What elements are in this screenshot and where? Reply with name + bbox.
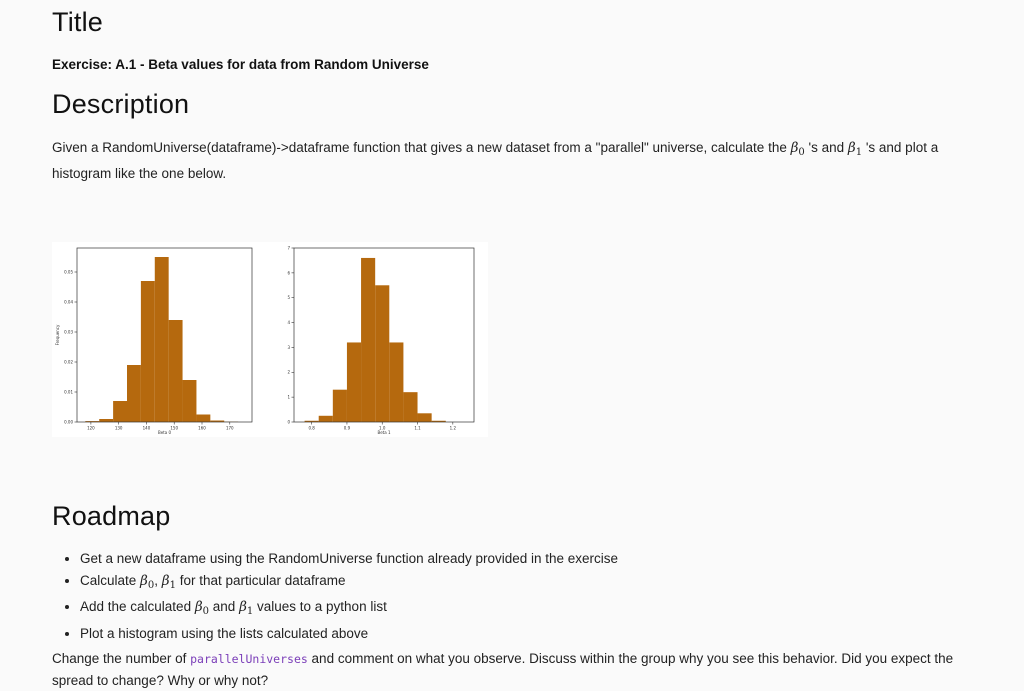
beta0-symbol: $\beta_0$ — [791, 140, 805, 156]
x-axis-label: Beta 0 — [158, 430, 171, 435]
x-tick-label: 170 — [226, 426, 234, 431]
histogram-bar — [347, 342, 361, 422]
y-axis-label: Frequency — [55, 324, 60, 345]
roadmap-list — [52, 548, 618, 644]
y-tick-label: 0.01 — [64, 389, 73, 394]
roadmap-heading: Roadmap — [52, 501, 170, 532]
y-tick-label: 0.02 — [64, 359, 73, 364]
description-text: 's and — [805, 140, 848, 155]
x-tick-label: 1.1 — [414, 426, 421, 431]
histogram-bar — [196, 415, 210, 423]
x-tick-label: 140 — [143, 426, 151, 431]
description-heading: Description — [52, 89, 189, 120]
y-tick-label: 6 — [287, 270, 290, 275]
histogram-bar — [389, 342, 403, 422]
x-tick-label: 130 — [115, 426, 123, 431]
beta0-symbol: $\beta_0$ — [140, 573, 154, 589]
histogram-bar — [418, 413, 432, 422]
histogram-bar — [155, 257, 169, 422]
y-tick-label: 7 — [287, 245, 290, 250]
beta1-symbol: $\beta_1$ — [848, 140, 862, 156]
histogram-bar — [403, 392, 417, 422]
x-tick-label: 0.9 — [344, 426, 351, 431]
histogram-figure — [52, 242, 488, 437]
list-item: • Get a new dataframe using the RandomUniverse function already provided in the exercise — [80, 548, 618, 570]
y-tick-label: 2 — [287, 370, 290, 375]
x-tick-label: 160 — [198, 426, 206, 431]
x-tick-label: 120 — [87, 426, 95, 431]
histogram-bar — [113, 401, 127, 422]
y-tick-label: 0.04 — [64, 299, 73, 304]
x-tick-label: 0.8 — [308, 426, 315, 431]
y-tick-label: 0.05 — [64, 269, 73, 274]
histogram-bar — [319, 416, 333, 422]
list-item: • Plot a histogram using the lists calculated above — [80, 623, 618, 645]
y-tick-label: 0 — [287, 419, 290, 424]
list-item: • Calculate $\beta_0$, $\beta_1$ for that particular dataframe — [80, 570, 618, 597]
histogram-svg — [52, 242, 488, 437]
y-tick-label: 4 — [287, 320, 290, 325]
x-tick-label: 1.2 — [450, 426, 457, 431]
histogram-bar — [99, 419, 113, 422]
histogram-bar — [183, 380, 197, 422]
description-paragraph — [52, 137, 982, 184]
y-tick-label: 0.00 — [64, 419, 73, 424]
x-axis-label: Beta 1 — [377, 430, 390, 435]
description-text: 's and plot a histogram like the one below. — [52, 140, 938, 181]
y-tick-label: 1 — [287, 395, 290, 400]
histogram-bar — [169, 320, 183, 422]
description-text: Given a RandomUniverse(dataframe)->dataframe function that gives a new dataset from a "parallel" universe, calculate the — [52, 140, 791, 155]
closing-paragraph: Change the number of parallelUniverses and comment on what you observe. Discuss within the group why you see this behavior. Did you expect the spread to change? Why or why not? — [52, 648, 987, 691]
histogram-bar — [127, 365, 141, 422]
y-tick-label: 5 — [287, 295, 290, 300]
exercise-title: Exercise: A.1 - Beta values for data from Random Universe — [52, 57, 429, 72]
histogram-bar — [375, 285, 389, 422]
beta1-symbol: $\beta_1$ — [239, 599, 253, 615]
histogram-bar — [361, 258, 375, 422]
inline-code: parallelUniverses — [190, 652, 308, 666]
y-tick-label: 3 — [287, 345, 290, 350]
x-tick-label: 150 — [170, 426, 178, 431]
beta1-symbol: $\beta_1$ — [162, 573, 176, 589]
title-heading: Title — [52, 7, 103, 38]
histogram-bar — [141, 281, 155, 422]
histogram-bar — [333, 390, 347, 422]
beta0-symbol: $\beta_0$ — [195, 599, 209, 615]
x-tick-label: 1.0 — [379, 426, 386, 431]
y-tick-label: 0.03 — [64, 329, 73, 334]
list-item: • Add the calculated $\beta_0$ and $\beta_1$ values to a python list — [80, 596, 618, 623]
